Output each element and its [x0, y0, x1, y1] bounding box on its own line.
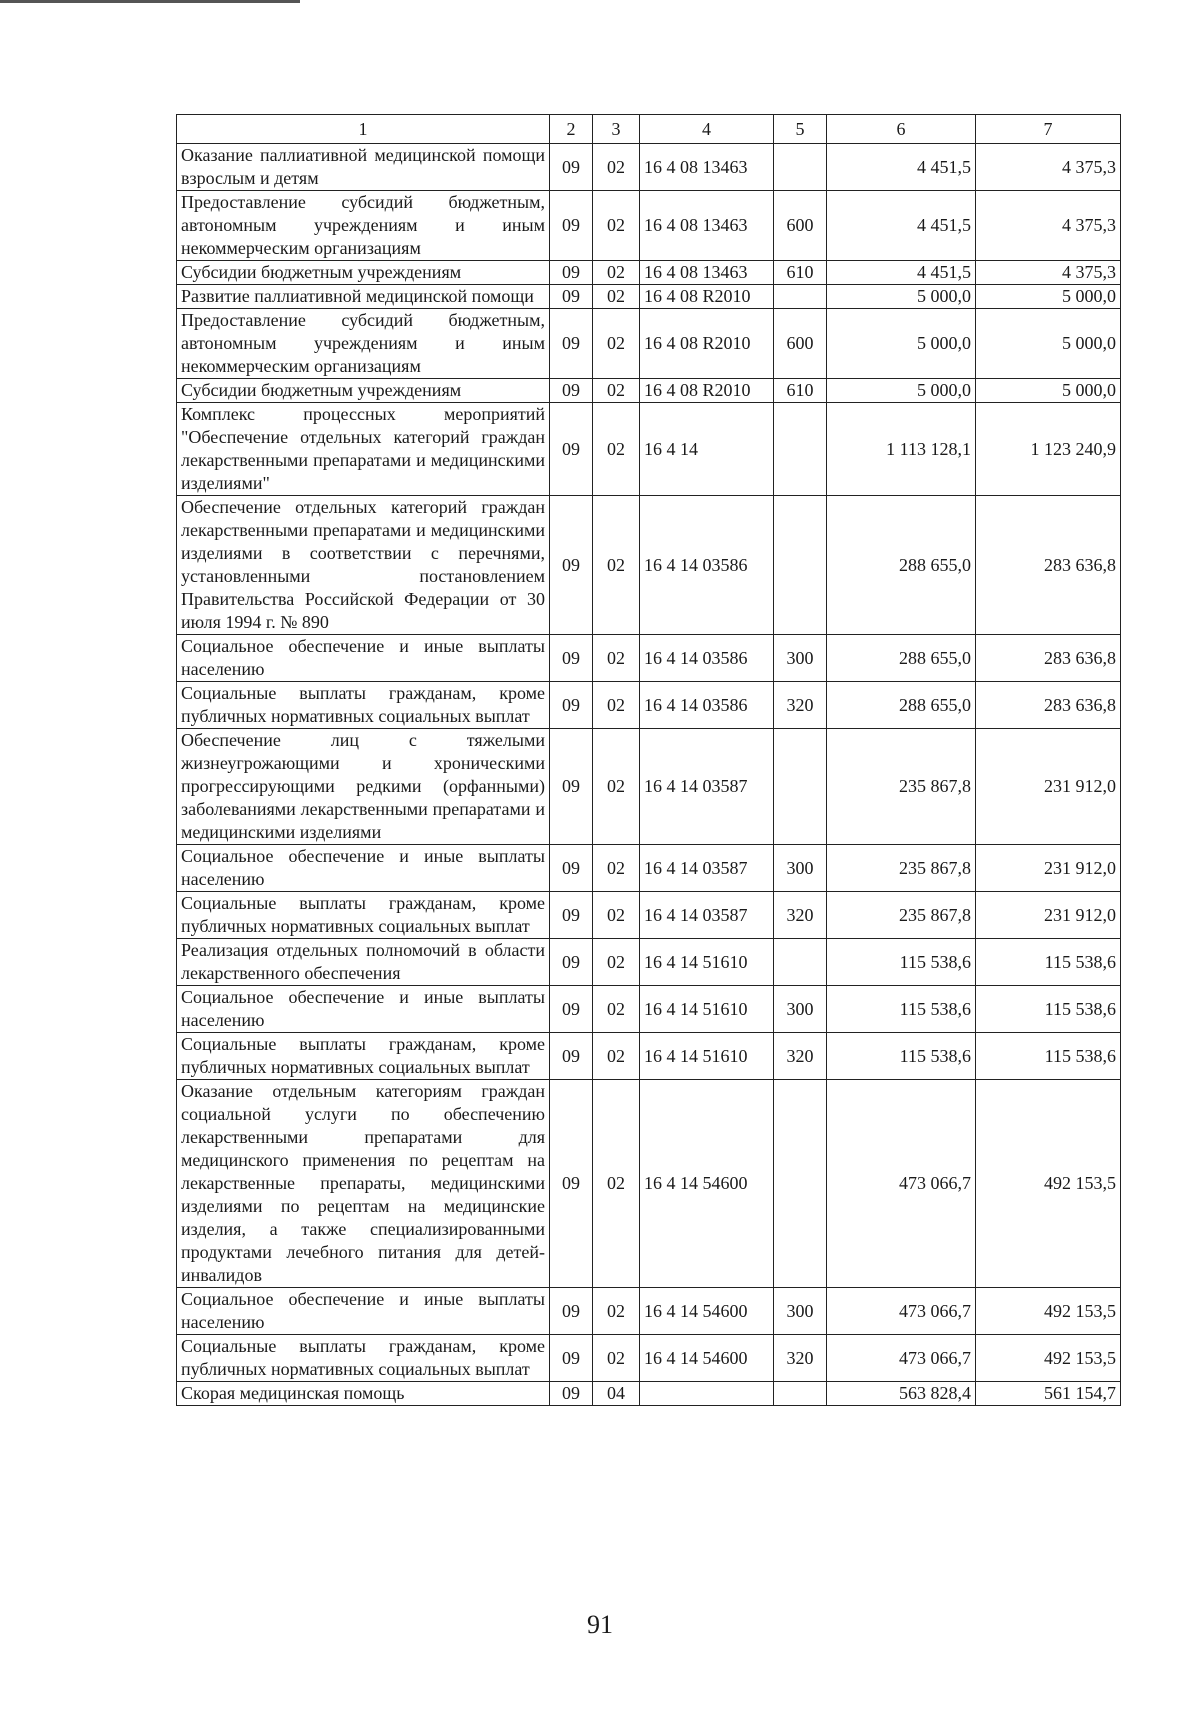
amount-year-1-cell: 4 451,5: [827, 191, 976, 261]
subsection-code-cell: 04: [593, 1382, 640, 1406]
row-name-cell: Обеспечение лиц с тяжелыми жизнеугрожающими и хроническими прогрессирующими редкими (орфанными) заболеваниями лекарственными препаратами и медицинскими изделиями: [177, 729, 550, 845]
row-name-cell: Скорая медицинская помощь: [177, 1382, 550, 1406]
subsection-code-cell: 02: [593, 986, 640, 1033]
scan-top-rule: [0, 0, 300, 3]
amount-year-1-cell: 473 066,7: [827, 1288, 976, 1335]
amount-year-1-cell: 5 000,0: [827, 379, 976, 403]
section-code-cell: 09: [550, 1335, 593, 1382]
amount-year-2-cell: 231 912,0: [976, 729, 1121, 845]
column-header-2: 2: [550, 115, 593, 144]
expense-type-code-cell: [774, 1382, 827, 1406]
subsection-code-cell: 02: [593, 892, 640, 939]
row-name-cell: Социальное обеспечение и иные выплаты населению: [177, 986, 550, 1033]
row-name-cell: Социальное обеспечение и иные выплаты населению: [177, 845, 550, 892]
target-item-code-cell: 16 4 14 54600: [640, 1080, 774, 1288]
subsection-code-cell: 02: [593, 191, 640, 261]
subsection-code-cell: 02: [593, 379, 640, 403]
table-row: [177, 496, 1121, 635]
target-item-code-cell: [640, 1382, 774, 1406]
row-name-cell: Комплекс процессных мероприятий "Обеспечение отдельных категорий граждан лекарственными препаратами и медицинскими изделиями": [177, 403, 550, 496]
amount-year-1-cell: 115 538,6: [827, 939, 976, 986]
target-item-code-cell: 16 4 14 51610: [640, 986, 774, 1033]
table-row: [177, 986, 1121, 1033]
section-code-cell: 09: [550, 1033, 593, 1080]
table-row: [177, 379, 1121, 403]
amount-year-2-cell: 231 912,0: [976, 892, 1121, 939]
table-row: [177, 1033, 1121, 1080]
subsection-code-cell: 02: [593, 1335, 640, 1382]
row-name-cell: Субсидии бюджетным учреждениям: [177, 379, 550, 403]
subsection-code-cell: 02: [593, 939, 640, 986]
subsection-code-cell: 02: [593, 144, 640, 191]
table-row: [177, 403, 1121, 496]
expense-type-code-cell: 320: [774, 1335, 827, 1382]
subsection-code-cell: 02: [593, 261, 640, 285]
subsection-code-cell: 02: [593, 285, 640, 309]
table-row: [177, 1382, 1121, 1406]
table-row: [177, 1288, 1121, 1335]
amount-year-2-cell: 492 153,5: [976, 1080, 1121, 1288]
row-name-cell: Социальные выплаты гражданам, кроме публичных нормативных социальных выплат: [177, 682, 550, 729]
amount-year-2-cell: 115 538,6: [976, 986, 1121, 1033]
amount-year-2-cell: 492 153,5: [976, 1335, 1121, 1382]
amount-year-1-cell: 115 538,6: [827, 986, 976, 1033]
amount-year-1-cell: 115 538,6: [827, 1033, 976, 1080]
row-name-cell: Социальные выплаты гражданам, кроме публичных нормативных социальных выплат: [177, 1335, 550, 1382]
table-row: [177, 845, 1121, 892]
target-item-code-cell: 16 4 08 13463: [640, 191, 774, 261]
section-code-cell: 09: [550, 986, 593, 1033]
row-name-cell: Оказание паллиативной медицинской помощи взрослым и детям: [177, 144, 550, 191]
page-number: 91: [587, 1610, 613, 1639]
expense-type-code-cell: 300: [774, 986, 827, 1033]
expense-type-code-cell: 610: [774, 379, 827, 403]
column-header-6: 6: [827, 115, 976, 144]
target-item-code-cell: 16 4 14 54600: [640, 1288, 774, 1335]
expense-type-code-cell: 300: [774, 1288, 827, 1335]
expense-type-code-cell: [774, 939, 827, 986]
target-item-code-cell: 16 4 14 03586: [640, 635, 774, 682]
subsection-code-cell: 02: [593, 1033, 640, 1080]
table-row: [177, 682, 1121, 729]
expense-type-code-cell: [774, 285, 827, 309]
expense-type-code-cell: [774, 496, 827, 635]
amount-year-1-cell: 288 655,0: [827, 635, 976, 682]
section-code-cell: 09: [550, 682, 593, 729]
expense-type-code-cell: 600: [774, 309, 827, 379]
subsection-code-cell: 02: [593, 729, 640, 845]
expense-type-code-cell: [774, 403, 827, 496]
section-code-cell: 09: [550, 635, 593, 682]
table-row: [177, 729, 1121, 845]
section-code-cell: 09: [550, 845, 593, 892]
table-row: [177, 285, 1121, 309]
document-page: [176, 114, 1121, 1406]
amount-year-2-cell: 5 000,0: [976, 285, 1121, 309]
target-item-code-cell: 16 4 08 R2010: [640, 285, 774, 309]
target-item-code-cell: 16 4 14: [640, 403, 774, 496]
expense-type-code-cell: [774, 1080, 827, 1288]
amount-year-2-cell: 115 538,6: [976, 1033, 1121, 1080]
target-item-code-cell: 16 4 08 R2010: [640, 309, 774, 379]
amount-year-1-cell: 235 867,8: [827, 892, 976, 939]
subsection-code-cell: 02: [593, 635, 640, 682]
column-header-4: 4: [640, 115, 774, 144]
subsection-code-cell: 02: [593, 1288, 640, 1335]
subsection-code-cell: 02: [593, 496, 640, 635]
table-row: [177, 309, 1121, 379]
section-code-cell: 09: [550, 379, 593, 403]
row-name-cell: Социальное обеспечение и иные выплаты населению: [177, 1288, 550, 1335]
section-code-cell: 09: [550, 144, 593, 191]
table-row: [177, 939, 1121, 986]
amount-year-1-cell: 473 066,7: [827, 1080, 976, 1288]
target-item-code-cell: 16 4 08 13463: [640, 144, 774, 191]
amount-year-1-cell: 5 000,0: [827, 309, 976, 379]
expense-type-code-cell: 320: [774, 1033, 827, 1080]
row-name-cell: Предоставление субсидий бюджетным, автономным учреждениям и иным некоммерческим организациям: [177, 309, 550, 379]
section-code-cell: 09: [550, 285, 593, 309]
amount-year-1-cell: 4 451,5: [827, 261, 976, 285]
target-item-code-cell: 16 4 14 03586: [640, 496, 774, 635]
section-code-cell: 09: [550, 939, 593, 986]
section-code-cell: 09: [550, 496, 593, 635]
amount-year-1-cell: 235 867,8: [827, 845, 976, 892]
expense-type-code-cell: 320: [774, 682, 827, 729]
amount-year-1-cell: 1 113 128,1: [827, 403, 976, 496]
target-item-code-cell: 16 4 14 03587: [640, 729, 774, 845]
amount-year-1-cell: 473 066,7: [827, 1335, 976, 1382]
column-header-5: 5: [774, 115, 827, 144]
section-code-cell: 09: [550, 403, 593, 496]
row-name-cell: Реализация отдельных полномочий в области лекарственного обеспечения: [177, 939, 550, 986]
amount-year-2-cell: 5 000,0: [976, 379, 1121, 403]
target-item-code-cell: 16 4 14 03587: [640, 845, 774, 892]
row-name-cell: Субсидии бюджетным учреждениям: [177, 261, 550, 285]
expense-type-code-cell: 300: [774, 635, 827, 682]
expense-type-code-cell: 610: [774, 261, 827, 285]
table-row: [177, 191, 1121, 261]
section-code-cell: 09: [550, 729, 593, 845]
amount-year-2-cell: 561 154,7: [976, 1382, 1121, 1406]
table-row: [177, 892, 1121, 939]
amount-year-2-cell: 115 538,6: [976, 939, 1121, 986]
amount-year-2-cell: 4 375,3: [976, 144, 1121, 191]
expense-type-code-cell: 600: [774, 191, 827, 261]
table-row: [177, 635, 1121, 682]
amount-year-2-cell: 5 000,0: [976, 309, 1121, 379]
section-code-cell: 09: [550, 309, 593, 379]
amount-year-2-cell: 283 636,8: [976, 635, 1121, 682]
target-item-code-cell: 16 4 14 51610: [640, 939, 774, 986]
subsection-code-cell: 02: [593, 309, 640, 379]
target-item-code-cell: 16 4 14 51610: [640, 1033, 774, 1080]
section-code-cell: 09: [550, 191, 593, 261]
column-header-3: 3: [593, 115, 640, 144]
target-item-code-cell: 16 4 14 03587: [640, 892, 774, 939]
target-item-code-cell: 16 4 08 R2010: [640, 379, 774, 403]
subsection-code-cell: 02: [593, 682, 640, 729]
amount-year-2-cell: 283 636,8: [976, 496, 1121, 635]
amount-year-1-cell: 288 655,0: [827, 682, 976, 729]
target-item-code-cell: 16 4 14 03586: [640, 682, 774, 729]
amount-year-1-cell: 288 655,0: [827, 496, 976, 635]
column-header-7: 7: [976, 115, 1121, 144]
amount-year-2-cell: 4 375,3: [976, 261, 1121, 285]
row-name-cell: Социальные выплаты гражданам, кроме публичных нормативных социальных выплат: [177, 892, 550, 939]
amount-year-2-cell: 4 375,3: [976, 191, 1121, 261]
expense-type-code-cell: [774, 729, 827, 845]
amount-year-2-cell: 492 153,5: [976, 1288, 1121, 1335]
budget-table-body: [177, 115, 1121, 1406]
budget-table: [176, 114, 1121, 1406]
target-item-code-cell: 16 4 14 54600: [640, 1335, 774, 1382]
amount-year-1-cell: 235 867,8: [827, 729, 976, 845]
subsection-code-cell: 02: [593, 403, 640, 496]
row-name-cell: Предоставление субсидий бюджетным, автономным учреждениям и иным некоммерческим организациям: [177, 191, 550, 261]
row-name-cell: Развитие паллиативной медицинской помощи: [177, 285, 550, 309]
table-header-row: [177, 115, 1121, 144]
amount-year-2-cell: 1 123 240,9: [976, 403, 1121, 496]
subsection-code-cell: 02: [593, 1080, 640, 1288]
section-code-cell: 09: [550, 892, 593, 939]
expense-type-code-cell: 320: [774, 892, 827, 939]
row-name-cell: Социальные выплаты гражданам, кроме публичных нормативных социальных выплат: [177, 1033, 550, 1080]
expense-type-code-cell: [774, 144, 827, 191]
section-code-cell: 09: [550, 1288, 593, 1335]
table-row: [177, 261, 1121, 285]
amount-year-2-cell: 283 636,8: [976, 682, 1121, 729]
target-item-code-cell: 16 4 08 13463: [640, 261, 774, 285]
subsection-code-cell: 02: [593, 845, 640, 892]
column-header-1: 1: [177, 115, 550, 144]
amount-year-1-cell: 563 828,4: [827, 1382, 976, 1406]
section-code-cell: 09: [550, 1382, 593, 1406]
section-code-cell: 09: [550, 261, 593, 285]
expense-type-code-cell: 300: [774, 845, 827, 892]
table-row: [177, 1335, 1121, 1382]
amount-year-2-cell: 231 912,0: [976, 845, 1121, 892]
row-name-cell: Обеспечение отдельных категорий граждан лекарственными препаратами и медицинскими изделиями в соответствии с перечнями, установленными постановлением Правительства Российской Федерации от 30 июля 1994 г. № 890: [177, 496, 550, 635]
row-name-cell: Социальное обеспечение и иные выплаты населению: [177, 635, 550, 682]
amount-year-1-cell: 5 000,0: [827, 285, 976, 309]
row-name-cell: Оказание отдельным категориям граждан социальной услуги по обеспечению лекарственными препаратами для медицинского применения по рецептам на лекарственные препараты, медицинскими изделиями по рецептам на медицинские изделия, а также специализированными продуктами лечебного питания для детей-инвалидов: [177, 1080, 550, 1288]
table-row: [177, 1080, 1121, 1288]
amount-year-1-cell: 4 451,5: [827, 144, 976, 191]
section-code-cell: 09: [550, 1080, 593, 1288]
table-row: [177, 144, 1121, 191]
